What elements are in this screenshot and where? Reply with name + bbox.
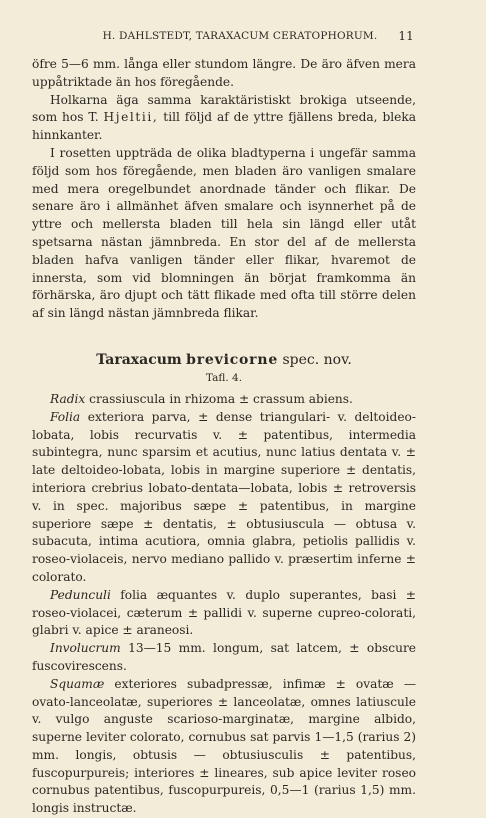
page-number: 11 (398, 29, 414, 43)
desc-folia-label: Folia (50, 409, 81, 424)
desc-squamae-label: Squamæ (50, 676, 105, 691)
desc-squamae (32, 676, 416, 818)
plate-reference: Tafl. 4. (205, 371, 243, 384)
paragraph-rosette: I rosetten uppträda de olika bladtyperna i ungefär samma följd som hos föregående, men bladen äro vanligen smalare med mera oregelbundet anordnade tänder och flikar. De senare äro i allmänhet äfven smalare och isynnerhet på de yttre och mellersta bladen till hela sin längd eller utåt spetsarna nästan jämnbreda. En stor del af de mellersta bladen hafva vanligen tänder eller flikar, hvaremot de innersta, som vid blomningen än börjat framkomma än förhärska, äro djupt och tätt flikade med ofta till större delen af sin längd nästan jämnbreda flikar. (32, 145, 416, 321)
desc-radix-text: crassiuscula in rhizoma ± crassum abiens. (89, 391, 353, 406)
species-genus: Taraxacum (96, 351, 182, 368)
species-heading (32, 351, 416, 369)
paragraph-involucre (32, 92, 416, 145)
paragraph-involucre-text-b: till följd af de yttre fjällens breda, bleka hinnkanter. (32, 110, 417, 143)
desc-folia-text: exteriora parva, ± dense triangulari- v. deltoideo-lobata, lobis recurvatis v. ± patentibus, intermedia subintegra, nunc sparsim et acutius, nunc latius dentata v. ± late deltoideo-lobata, lobis in margine superiore ± dentatis, interiora crebrius lobato-dentata—lobata, lobis ± retroversis v. in spec. majoribus sæpe ± patentibus, in margine superiore sæpe ± dentatis, ± obtusiuscula — obtusa v. subacuta, intima acutiora, omnia glabra, petiolis pallidis v. roseo-violaceis, nervo mediano pallido v. præsertim inferne ± colorato. (32, 409, 417, 584)
paragraph-involucre-text-a: Holkarna äga samma karaktäristiskt brokiga utseende, som hos T. (32, 92, 416, 125)
desc-radix-label: Radix (50, 391, 86, 406)
species-name-hjeltii: Hjeltii, (103, 110, 159, 125)
species-epithet: brevicorne (186, 351, 279, 368)
desc-involucrum-label: Involucrum (50, 641, 121, 656)
desc-involucrum (32, 640, 416, 676)
running-head-title: H. DAHLSTEDT, TARAXACUM CERATOPHORUM. (102, 30, 378, 42)
desc-radix (32, 391, 416, 409)
desc-pedunculi-text: folia æquantes v. duplo superantes, basi ± roseo-violacei, cæterum ± pallidi v. superne cupreo-colorati, glabri v. apice ± araneosi. (32, 587, 416, 638)
desc-pedunculi-label: Pedunculi (50, 587, 111, 602)
desc-involucrum-text: 13—15 mm. longum, sat latcem, ± obscure fuscovirescens. (32, 641, 417, 673)
desc-pedunculi (32, 587, 416, 640)
desc-folia (32, 409, 416, 587)
running-head (58, 30, 414, 42)
species-author: spec. nov. (282, 351, 352, 368)
paragraph-continuation: öfre 5—6 mm. långa eller stundom längre. De äro äfven mera uppåtriktade än hos föregående. (32, 57, 416, 89)
desc-squamae-text: exteriores subadpressæ, infimæ ± ovatæ — ovato-lanceolatæ, superiores ± lanceolatæ, omnes latiuscule v. vulgo anguste scarioso-marginatæ, margine albido, superne leviter colorato, cornubus sat parvis 1—1,5 (rarius 2) mm. longis, obtusis — obtusiusculis ± patentibus, fuscopurpureis; interiores ± lineares, sub apice leviter roseo cornubus patentibus, fuscopurpureis, 0,5—1 (rarius 1,5) mm. longis instructæ. (32, 676, 417, 816)
page-body (32, 56, 416, 818)
